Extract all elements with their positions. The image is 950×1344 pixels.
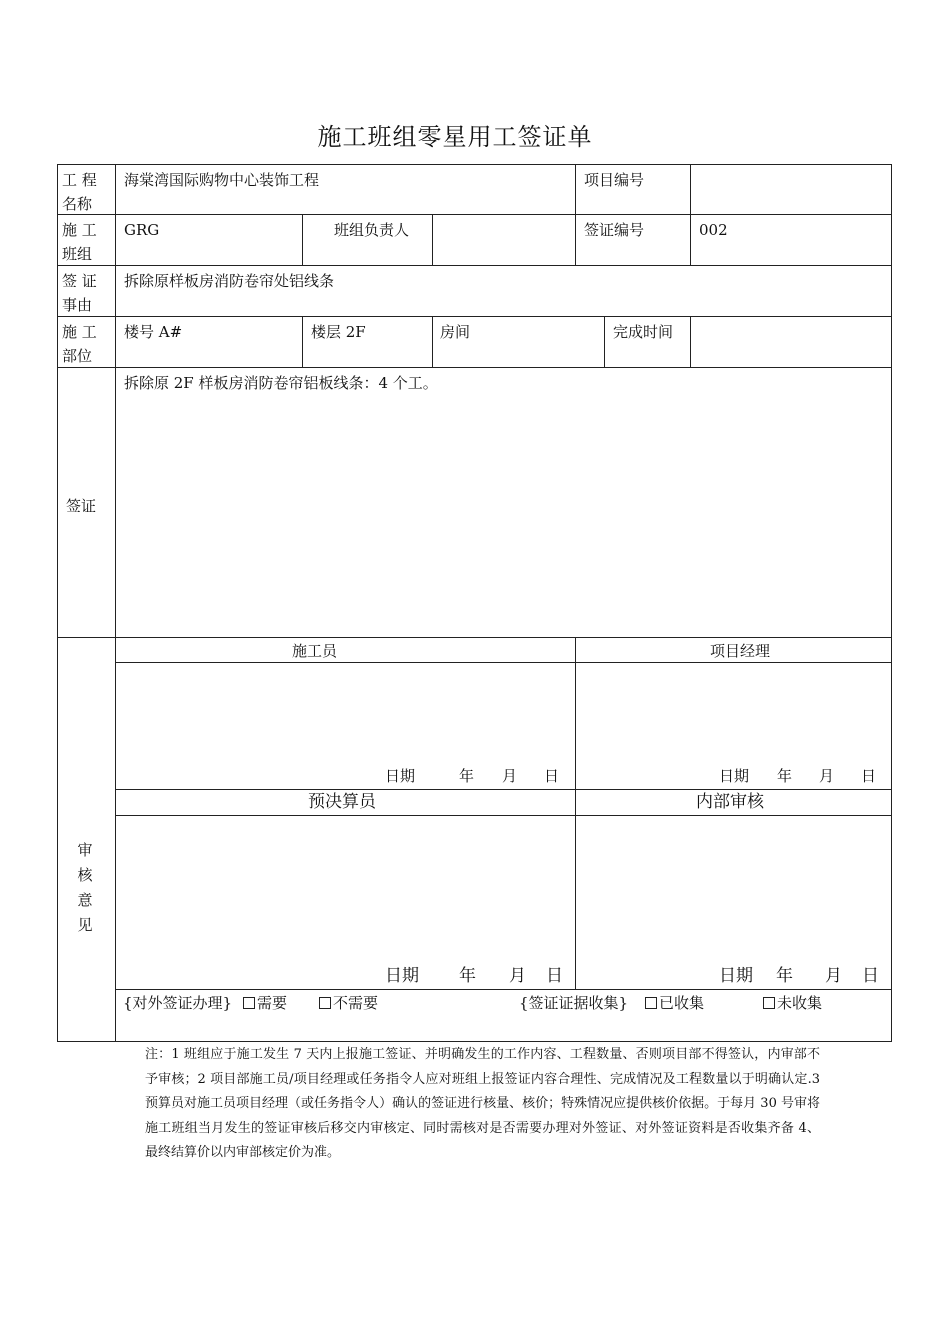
pm-date-label: 日期 [719,767,750,785]
internal-year-label: 年 [776,966,793,986]
visa-number-value: 002 [699,221,728,239]
construction-team-value: GRG [124,221,160,239]
room-label: 房间 [440,323,471,341]
need-option[interactable]: 需要 [241,991,287,1015]
visa-label: 签证 [66,497,97,515]
project-manager-header: 项目经理 [710,642,771,660]
builder-month-label: 月 [502,767,518,785]
completion-time-label: 完成时间 [613,323,674,341]
construction-staff-header: 施工员 [292,642,338,660]
pm-day-label: 日 [861,767,877,785]
builder-year-label: 年 [459,767,475,785]
budget-day-label: 日 [546,966,563,986]
builder-day-label: 日 [544,767,560,785]
construction-team-label: 施 工 班组 [62,221,97,263]
page-title: 施工班组零星用工签证单 [317,123,593,151]
construction-location-label: 施 工 部位 [62,323,97,365]
builder-date-label: 日期 [385,767,416,785]
collected-checkbox[interactable] [645,997,657,1009]
budget-month-label: 月 [509,966,526,986]
project-number-label: 项目编号 [584,171,645,189]
pm-month-label: 月 [819,767,835,785]
visa-number-label: 签证编号 [584,221,645,239]
collected-option[interactable]: 已收集 [643,991,704,1015]
external-visa-label: {对外签证办理} [123,994,233,1012]
floor-number: 楼层 2F [311,323,366,341]
no-need-option[interactable]: 不需要 [317,991,378,1015]
visa-reason-value: 拆除原样板房消防卷帘处铝线条 [124,272,335,290]
review-opinion-label: 审 核 意 见 [77,841,93,934]
not-collected-checkbox[interactable] [763,997,775,1009]
evidence-collection-label: {签证证据收集} [519,994,629,1012]
need-checkbox[interactable] [243,997,255,1009]
project-name-label: 工 程 名称 [62,171,97,213]
no-need-checkbox[interactable] [319,997,331,1009]
internal-audit-header: 内部审核 [696,792,764,812]
internal-day-label: 日 [862,966,879,986]
budget-date-label: 日期 [385,966,419,986]
budget-year-label: 年 [459,966,476,986]
internal-month-label: 月 [825,966,842,986]
pm-year-label: 年 [777,767,793,785]
footnote: 注：1 班组应于施工发生 7 天内上报施工签证、并明确发生的工作内容、工程数量、否则项目部不得签认，内审部不予审核；2 项目部施工员/项目经理或任务指令人应对班组上报签证内容合理性、完成情况及工程数量以于明确认定.3 预算员对施工员项目经理（或任务指令人）确认的签证进行核量、核价；特殊情况应提供核价依据。于每月 30 号审将施工班组当月发生的签证审核后移交内审核定、同时需核对是否需要办理对外签证、对外签证资料是否收集齐备 4、最终结算价以内审部核定价为准。 [145,1047,820,1160]
team-leader-label: 班组负责人 [334,221,410,239]
internal-date-label: 日期 [719,966,753,986]
visa-reason-label: 签 证 事由 [62,272,97,314]
budget-staff-header: 预决算员 [308,792,376,812]
building-number: 楼号 A# [124,323,183,341]
project-name-value: 海棠湾国际购物中心装饰工程 [124,171,320,189]
visa-content: 拆除原 2F 样板房消防卷帘铝板线条：4 个工。 [124,374,438,392]
not-collected-option[interactable]: 未收集 [761,991,822,1015]
